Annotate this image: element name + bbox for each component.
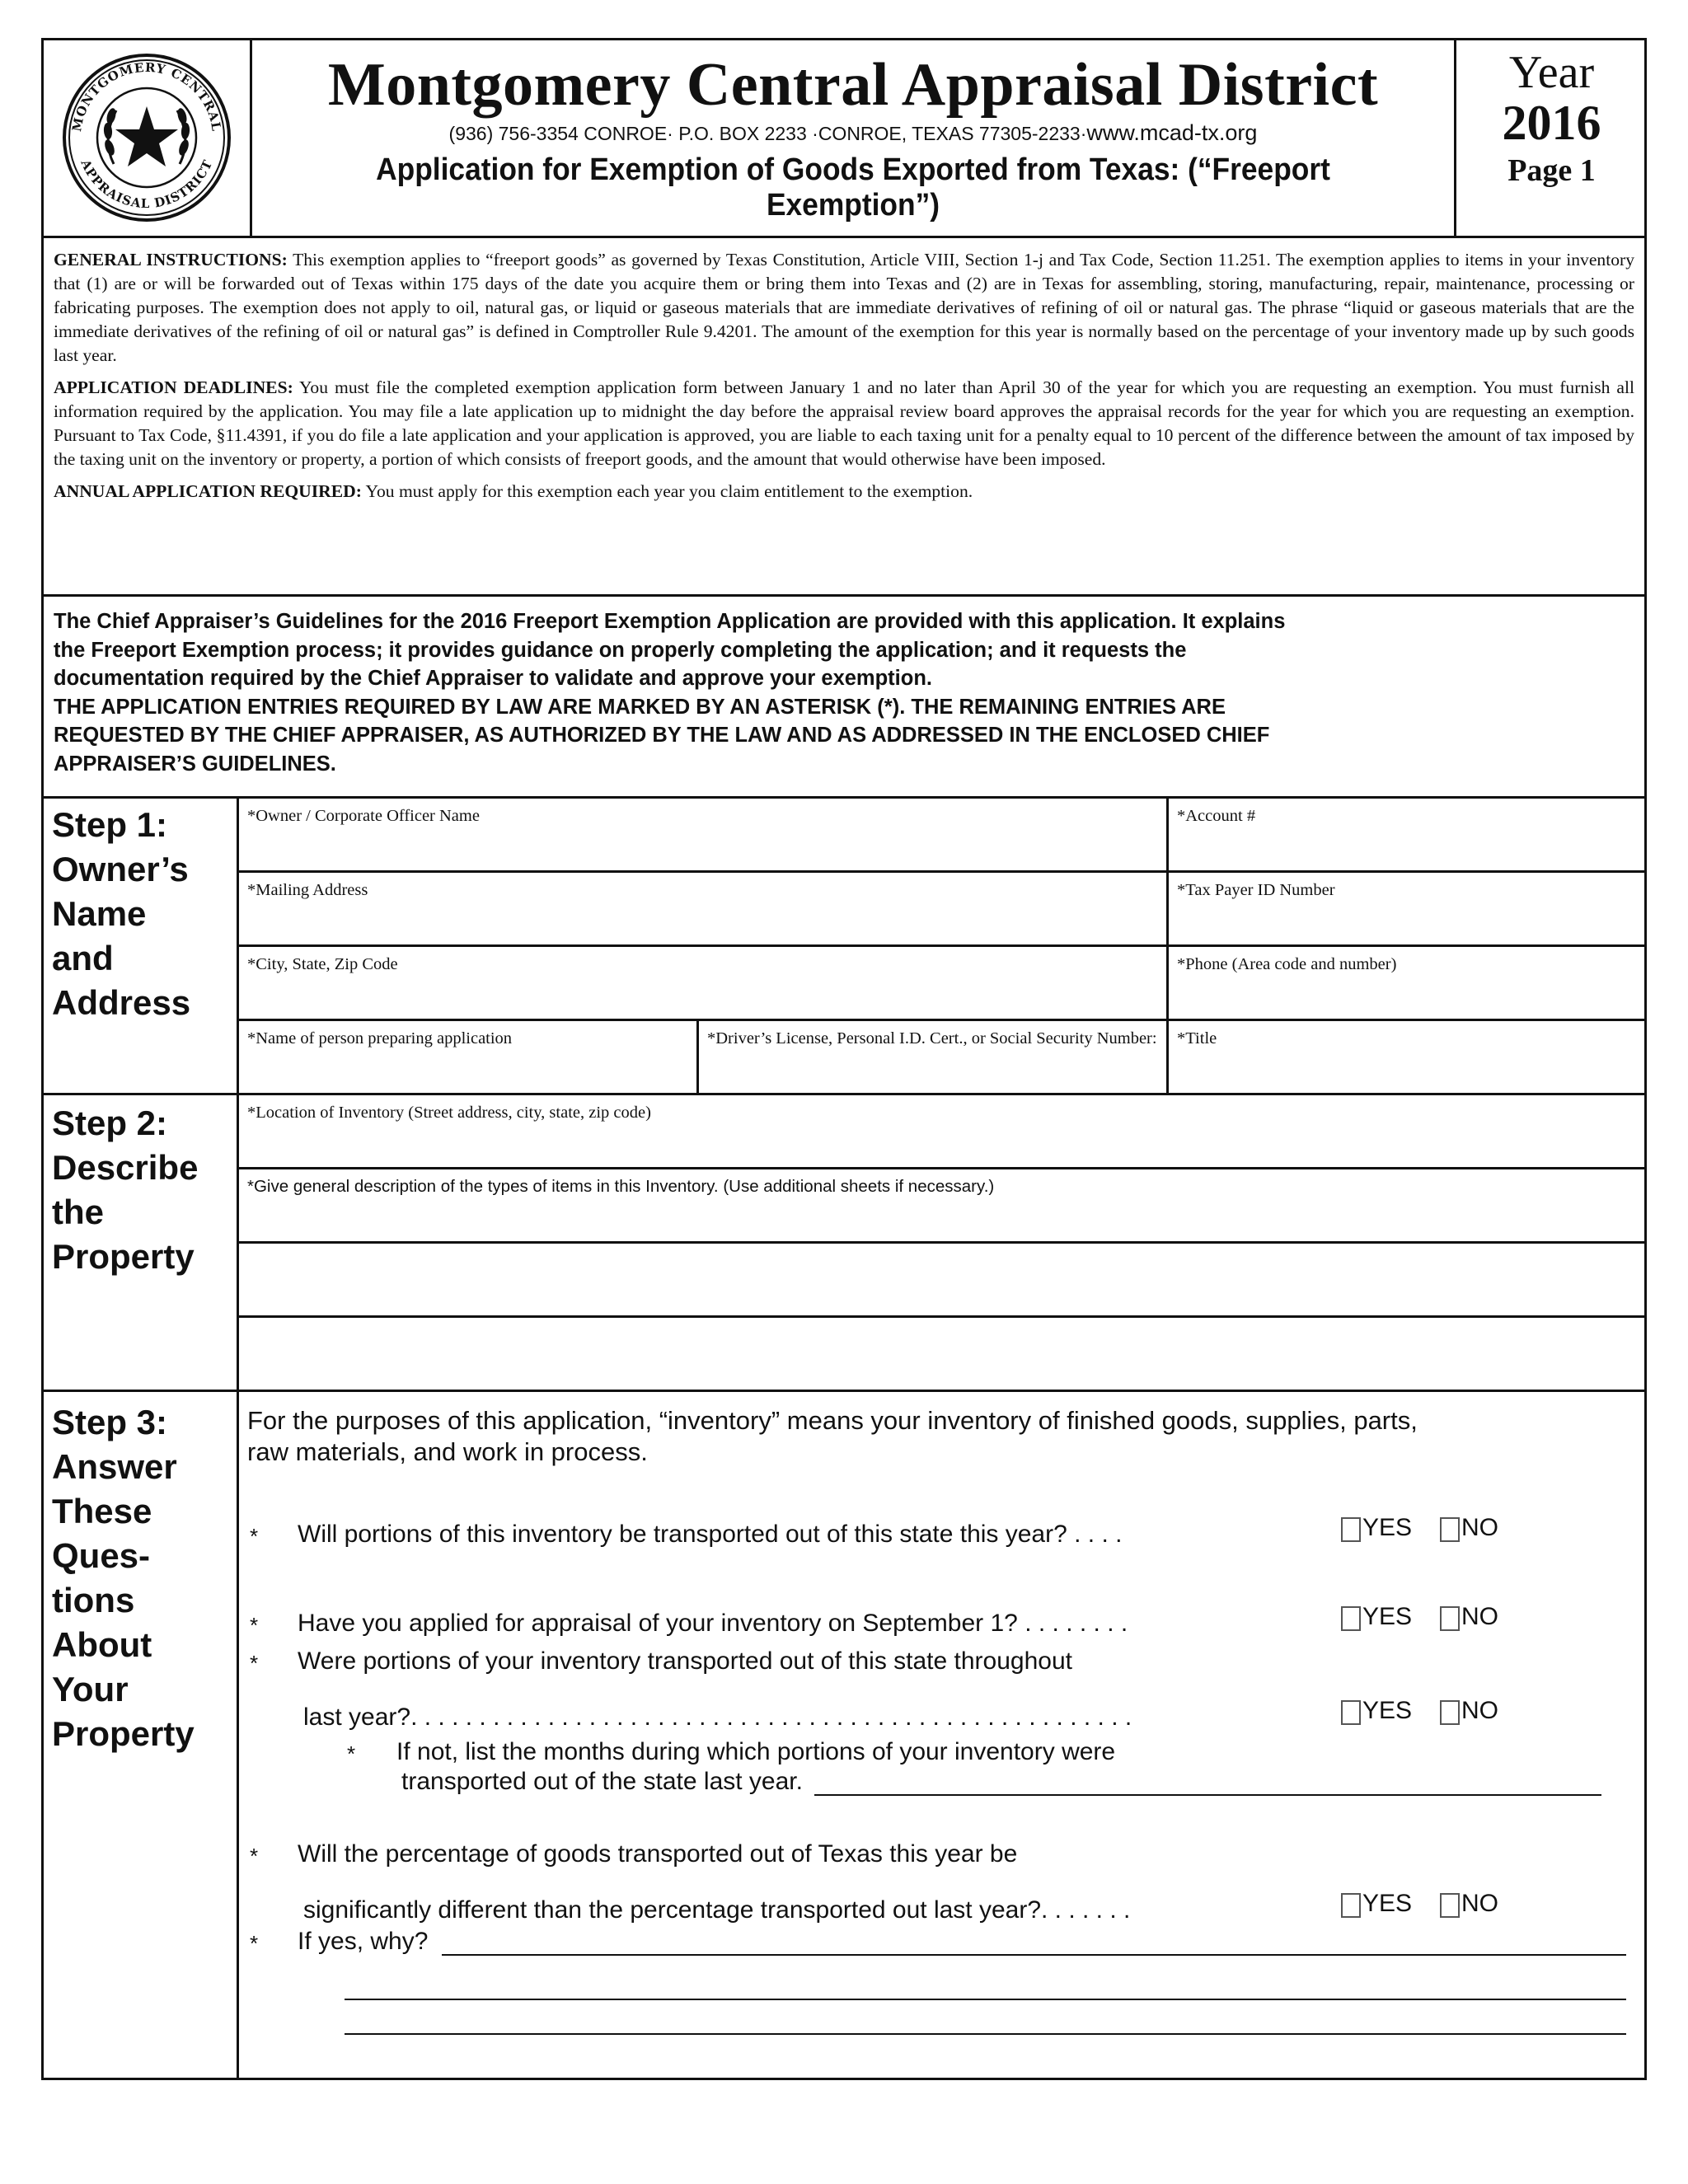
seal-area bbox=[44, 40, 250, 236]
why-answer-line-2[interactable] bbox=[345, 1999, 1626, 2000]
year-value: 2016 bbox=[1502, 95, 1601, 150]
title-area bbox=[252, 40, 1454, 236]
question-september-appraisal: Have you applied for appraisal of your inventory on September 1? . . . . . . . . bbox=[298, 1610, 1128, 1637]
drivers-license-field[interactable]: *Driver’s License, Personal I.D. Cert., or Social Security Number: bbox=[707, 1029, 1157, 1047]
page-number: Page 1 bbox=[1507, 152, 1596, 188]
district-title: Montgomery Central Appraisal District bbox=[327, 51, 1379, 119]
city-state-zip-field[interactable]: *City, State, Zip Code bbox=[247, 955, 398, 973]
step1-label: Step 1: Owner’s Name and Address bbox=[52, 805, 191, 1022]
district-seal-icon bbox=[44, 40, 250, 236]
question-months-list-cont: transported out of the state last year. bbox=[401, 1768, 803, 1795]
question-if-yes-why: If yes, why? bbox=[298, 1928, 429, 1955]
q1-yes-checkbox[interactable] bbox=[1341, 1517, 1361, 1542]
svg-text:APPRAISAL DISTRICT: APPRAISAL DISTRICT bbox=[77, 157, 216, 212]
q1-yes-option[interactable]: YES bbox=[1341, 1514, 1412, 1542]
inventory-description-field[interactable]: *Give general description of the types of items in this Inventory. (Use additional sheets if necessary.) bbox=[247, 1177, 995, 1196]
required-marker: * bbox=[250, 1651, 259, 1675]
annual-application: ANNUAL APPLICATION REQUIRED: You must apply for this exemption each year you claim entitlement to the exemption. bbox=[54, 481, 973, 501]
required-marker: * bbox=[250, 1931, 259, 1956]
application-deadlines: APPLICATION DEADLINES: You must file the completed exemption application form between January 1 and no later than April 30 of the year for which you are requesting an exemption. You must furnish all information required by the application. You may file a late application up to midnight the day before the appraisal review board approves the appraisal records for the year for which you are requesting an exemption. Pursuant to Tax Code, §11.4391, if you do file a late application and your application is approved, you are liable to each taxing unit for a penalty equal to 10 percent of the difference between the amount of tax imposed by the taxing unit on the inventory or property, a portion of which consists of freeport goods, and the amount that would otherwise have been imposed. bbox=[54, 377, 1635, 469]
step3-intro: For the purposes of this application, “inventory” means your inventory of finished goods, supplies, parts, raw materials, and work in process. bbox=[247, 1406, 1418, 1466]
q3-no-checkbox[interactable] bbox=[1440, 1700, 1460, 1725]
title-field[interactable]: *Title bbox=[1177, 1029, 1217, 1047]
step3-label: Step 3: Answer These Ques- tions About Your Property bbox=[52, 1403, 195, 1753]
instructions bbox=[54, 248, 1634, 512]
q1-no-option[interactable]: NO bbox=[1440, 1514, 1498, 1542]
q2-no-checkbox[interactable] bbox=[1440, 1606, 1460, 1631]
q4-no-option[interactable]: NO bbox=[1440, 1890, 1498, 1918]
question-months-list: If not, list the months during which portions of your inventory were bbox=[396, 1738, 1116, 1765]
mailing-address-field[interactable]: *Mailing Address bbox=[247, 881, 368, 899]
q3-yes-option[interactable]: YES bbox=[1341, 1697, 1412, 1725]
year-label: Year bbox=[1508, 47, 1595, 98]
form-page bbox=[41, 38, 1647, 2080]
step2-label: Step 2: Describe the Property bbox=[52, 1104, 199, 1276]
q2-no-option[interactable]: NO bbox=[1440, 1603, 1498, 1631]
guidelines-notice: The Chief Appraiser’s Guidelines for the 2016 Freeport Exemption Application are provided with this application. It explains the Freeport Exemption process; it provides guidance on properly completing the application; and it requests the documentation required by the Chief Appraiser to validate and approve your exemption. THE APPLICATION ENTRIES REQUIRED BY LAW ARE MARKED BY AN ASTERISK (*). THE REMAINING ENTRIES ARE REQUESTED BY THE CHIEF APPRAISER, AS AUTHORIZED BY THE LAW AND AS ADDRESSED IN THE ENCLOSED CHIEF APPRAISER’S GUIDELINES. bbox=[54, 610, 1286, 776]
inventory-location-field[interactable]: *Location of Inventory (Street address, city, state, zip code) bbox=[247, 1104, 651, 1122]
q3-yes-checkbox[interactable] bbox=[1341, 1700, 1361, 1725]
question-transport-last-year-cont: last year?. . . . . . . . . . . . . . . . . . . . . . . . . . . . . . . . . . . . . . . . . . . . . . . . . . . . . bbox=[303, 1704, 1132, 1731]
q2-yes-checkbox[interactable] bbox=[1341, 1606, 1361, 1631]
required-marker: * bbox=[347, 1741, 356, 1766]
question-percentage-different: Will the percentage of goods transported out of Texas this year be bbox=[298, 1840, 1018, 1868]
phone-field[interactable]: *Phone (Area code and number) bbox=[1177, 955, 1397, 973]
months-answer-line[interactable] bbox=[814, 1794, 1601, 1796]
why-answer-line-1[interactable] bbox=[442, 1954, 1626, 1956]
question-transport-this-year: Will portions of this inventory be transported out of this state this year? . . . . bbox=[298, 1521, 1123, 1548]
q4-no-checkbox[interactable] bbox=[1440, 1893, 1460, 1918]
inventory-description-line-3[interactable] bbox=[239, 1318, 1647, 1390]
account-number-field[interactable]: *Account # bbox=[1177, 807, 1256, 825]
question-transport-last-year: Were portions of your inventory transported out of this state throughout bbox=[298, 1647, 1072, 1675]
year-area bbox=[1456, 40, 1647, 236]
contact-line: (936) 756-3354 CONROE· P.O. BOX 2233 ·CONROE, TEXAS 77305-2233·www.mcad-tx.org bbox=[448, 120, 1258, 146]
website-link: www.mcad-tx.org bbox=[1086, 120, 1258, 146]
preparer-name-field[interactable]: *Name of person preparing application bbox=[247, 1029, 513, 1047]
svg-text:MONTGOMERY CENTRAL: MONTGOMERY CENTRAL bbox=[69, 59, 224, 133]
required-marker: * bbox=[250, 1613, 259, 1638]
q2-yes-option[interactable]: YES bbox=[1341, 1603, 1412, 1631]
general-instructions: GENERAL INSTRUCTIONS: This exemption applies to “freeport goods” as governed by Texas Constitution, Article VIII, Section 1-j and Tax Code, Section 11.251. The exemption applies to items in your inventory that (1) are or will be forwarded out of Texas within 175 days of the date you acquire them or bring them into Texas and (2) are in Texas for assembling, storing, manufacturing, repair, maintenance, processing or fabricating purposes. The exemption does not apply to oil, natural gas, or liquid or gaseous materials that are immediate derivatives of refining of oil or natural gas. The phrase “liquid or gaseous materials that are the immediate derivatives of the refining of oil or natural gas” is defined in Comptroller Rule 9.4201. The amount of the exemption for this year is normally based on the percentage of your inventory made up by such goods last year. bbox=[54, 250, 1634, 365]
q4-yes-checkbox[interactable] bbox=[1341, 1893, 1361, 1918]
tax-payer-id-field[interactable]: *Tax Payer ID Number bbox=[1177, 881, 1335, 899]
why-answer-line-3[interactable] bbox=[345, 2033, 1626, 2035]
q3-no-option[interactable]: NO bbox=[1440, 1697, 1498, 1725]
required-marker: * bbox=[250, 1844, 259, 1868]
question-percentage-different-cont: significantly different than the percentage transported out last year?. . . . . . . bbox=[303, 1896, 1131, 1924]
q1-no-checkbox[interactable] bbox=[1440, 1517, 1460, 1542]
owner-name-field[interactable]: *Owner / Corporate Officer Name bbox=[247, 807, 480, 825]
q4-yes-option[interactable]: YES bbox=[1341, 1890, 1412, 1918]
required-marker: * bbox=[250, 1524, 259, 1549]
inventory-description-line-2[interactable] bbox=[239, 1244, 1647, 1315]
form-subtitle: Application for Exemption of Goods Exported from Texas: (“Freeport Exemption”) bbox=[376, 152, 1330, 223]
